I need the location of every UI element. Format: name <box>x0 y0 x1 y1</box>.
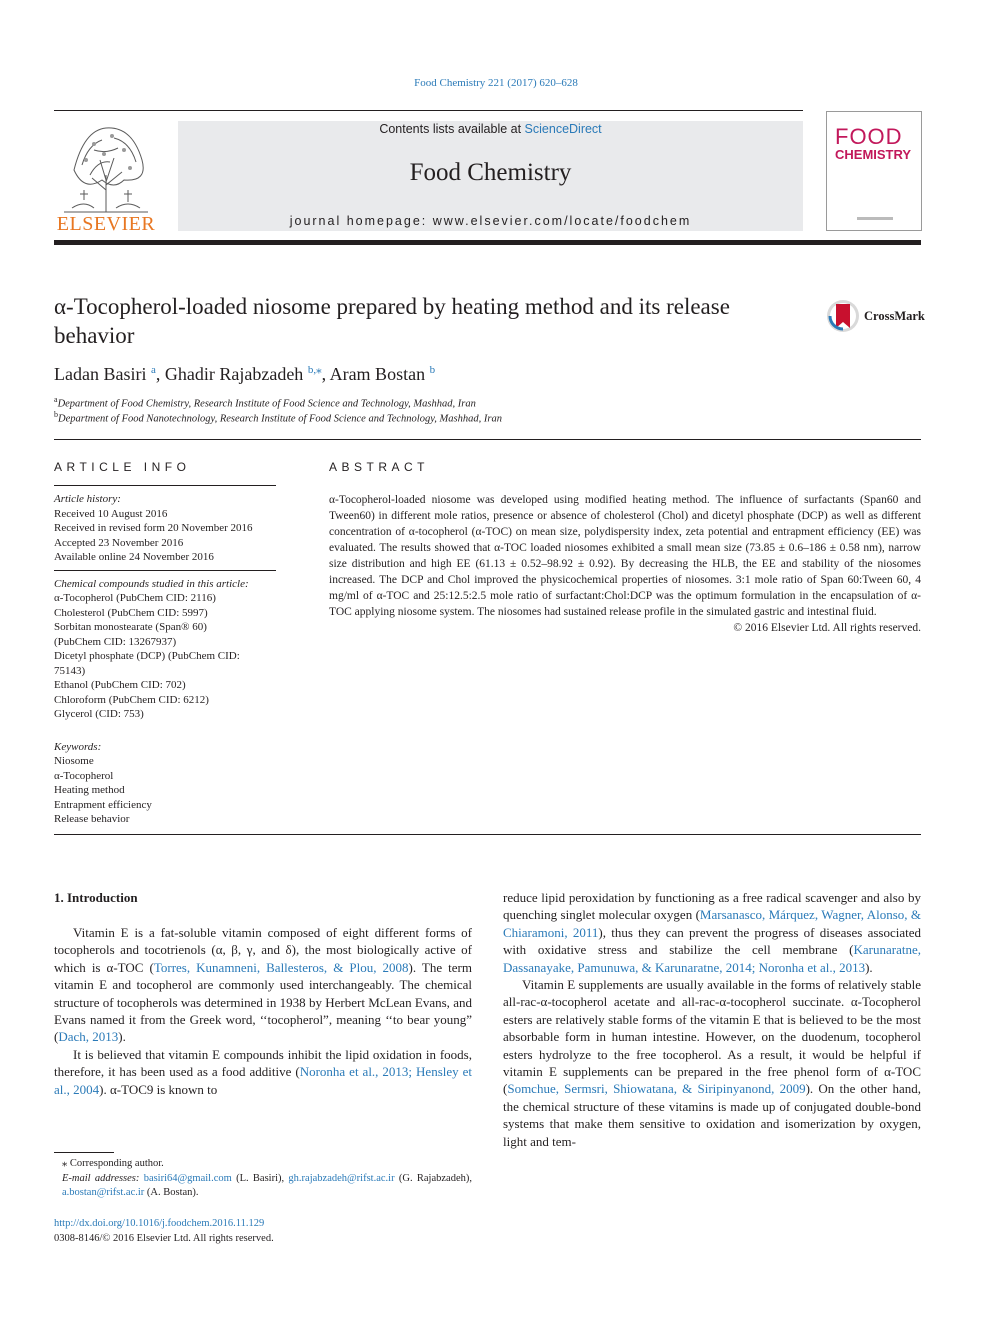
citation-link[interactable]: Marsanasco, Márquez, Wagner, Alonso, & Chiaramoni, 2011 <box>503 907 921 940</box>
keyword-item: Niosome <box>54 755 94 767</box>
history-item: Received 10 August 2016 <box>54 507 168 520</box>
affiliation <box>54 410 502 425</box>
journal-cover-thumbnail[interactable] <box>826 111 922 231</box>
footnotes <box>54 1157 472 1201</box>
keywords-label: Keywords: <box>54 740 102 753</box>
section-heading-introduction: 1. Introduction <box>54 890 138 905</box>
email-owner: (G. Rajabzadeh), <box>394 1172 472 1184</box>
compound-item: Sorbitan monostearate (Span® 60) <box>54 621 207 633</box>
email-link[interactable]: a.bostan@rifst.ac.ir <box>62 1187 145 1198</box>
compound-item: (PubChem CID: 13267937) <box>54 635 177 648</box>
paragraph-text: Vitamin E supplements are usually available in the forms of relatively stable all-rac-α-tocopherol acetate and all-rac-α-tocopherol succinate. α-Tocopherol esters are relatively stable forms of the vitamin E that is believed to be the most absorbable form in human intestine. However, on the duodenum, tocopherol esters hydrolyze to the free tocopherol. As a result, it would be helpful if vitamin E supplements can be prepared in the free phenol form of α-TOC ( <box>503 977 921 1097</box>
citation-link[interactable]: Somchue, Sermsri, Shiowatana, & Siripinyanond, 2009 <box>507 1081 806 1097</box>
abstract-divider <box>54 834 921 835</box>
citation-link[interactable]: Noronha et al., 2013; Hensley et al., 2004 <box>54 1064 473 1097</box>
compound-item: Cholesterol (PubChem CID: 5997) <box>54 606 208 619</box>
article-info-column <box>54 480 276 827</box>
keyword-item: α-Tocopherol <box>54 769 114 782</box>
citation-link[interactable]: Karunaratne, Dassanayake, Pamunuwa, & Karunaratne, 2014; Noronha et al., 2013 <box>503 942 921 975</box>
history-label: Article history: <box>54 493 121 505</box>
cover-title-food: FOOD <box>835 124 903 149</box>
contents-line <box>178 121 803 137</box>
citation-link[interactable]: Dach, 2013 <box>58 1029 119 1045</box>
body-paragraph <box>54 1046 472 1098</box>
crossmark-icon <box>826 298 860 334</box>
history-item: Received in revised form 20 November 2016 <box>54 522 253 534</box>
compounds-label: Chemical compounds studied in this article: <box>54 577 249 590</box>
email-owner: (L. Basiri), <box>231 1172 289 1184</box>
affiliation-mark: b <box>54 410 58 419</box>
body-paragraph <box>503 976 921 1150</box>
crossmark-badge[interactable] <box>826 298 926 334</box>
abstract-copyright: © 2016 Elsevier Ltd. All rights reserved. <box>733 622 921 634</box>
compound-item: Glycerol (CID: 753) <box>54 708 144 720</box>
crossmark-label: CrossMark <box>864 309 925 323</box>
paragraph-text: reduce lipid peroxidation by functioning as a free radical scavenger and also by quenching singlet molecular oxygen ( <box>503 890 921 923</box>
abstract-spacer <box>329 485 921 486</box>
footnote-rule <box>54 1152 114 1153</box>
compound-item: Dicetyl phosphate (DCP) (PubChem CID: <box>54 650 240 662</box>
affiliation-text: Department of Food Nanotechnology, Research Institute of Food Science and Technology, Mashhad, Iran <box>58 413 502 425</box>
abstract-text: α-Tocopherol-loaded niosome was developed using modified heating method. The influence of surfactants (Span60 and Tween60) in different mole ratios, presence or absence of cholesterol (Chol) and dicetyl phosphate (DCP) as well as different concentration of α-tocopherol (α-TOC) on mean size, polydispersity index, zeta potential and entrapment efficiency (EE) was evaluated. The results showed that α-TOC loaded niosomes exhibited a small mean size (73.85 ± 0.6–186 ± 0.58 nm), narrow size distribution and high EE (61.13 ± 0.52–98.92 ± 0.92). By decreasing the HLB, the EE and stability of the niosomes increased. The DCP and Chol improved the physicochemical properties of niosomes. 3:1 mole ratio of Span 60:Tween 60, 4 mg/ml of α-TOC and 25:12.5:2.5 mole ratio of surfactant:Chol:DCP was the optimum formulation in the encapsulation of α-TOC applying niosome system. The niosomes had sustained release profile in the simulated gastric and intestinal fluid. <box>329 494 921 618</box>
author-list <box>54 363 435 385</box>
affiliation-mark: a <box>54 395 58 404</box>
issn-line: 0308-8146/© 2016 Elsevier Ltd. All rights reserved. <box>54 1232 274 1244</box>
sciencedirect-link[interactable]: ScienceDirect <box>524 122 602 136</box>
keyword-item: Heating method <box>54 784 125 796</box>
author-affil-mark[interactable]: b <box>429 364 436 376</box>
elsevier-tree-icon <box>54 120 158 215</box>
compound-item: Chloroform (PubChem CID: 6212) <box>54 693 209 706</box>
paragraph-text: ). α-TOC9 is known to <box>99 1081 218 1097</box>
compounds-list <box>54 591 276 722</box>
header-rule <box>54 110 803 111</box>
email-owner: (A. Bostan). <box>144 1187 199 1198</box>
journal-header-band <box>178 121 803 231</box>
email-label: E-mail addresses: <box>62 1172 140 1184</box>
body-column-left <box>54 924 472 1098</box>
cover-footer-mark <box>857 217 893 220</box>
history-item: Available online 24 November 2016 <box>54 551 214 563</box>
history-list <box>54 507 276 565</box>
body-column-right <box>503 889 921 1150</box>
doi-link[interactable]: http://dx.doi.org/10.1016/j.foodchem.2016.11.129 <box>54 1218 265 1229</box>
paragraph-text: ), thus they can prevent the progress of diseases associated with oxidative stress and stabilize the cell membrane ( <box>503 924 921 958</box>
header-thick-rule <box>54 240 921 245</box>
article-title: α-Tocopherol-loaded niosome prepared by heating method and its release behavior <box>54 294 730 348</box>
compound-item: 75143) <box>54 664 86 677</box>
paragraph-text: It is believed that vitamin E compounds inhibit the lipid oxidation in foods, therefore, it has been used as a food additive ( <box>54 1046 472 1080</box>
paragraph-text: ). The term vitamin E and tocopherol are commonly used interchangeably. The chemical structure of tocopherols was determined in 1938 by Herbert McLean Evans, and Evans named it from the Greek word, ‘‘tocopherol”, meaning ‘‘to bear young” ( <box>54 959 472 1045</box>
email-note <box>54 1172 472 1201</box>
compound-item: α-Tocopherol (PubChem CID: 2116) <box>54 592 216 604</box>
abstract-column <box>329 480 921 636</box>
email-link[interactable]: gh.rajabzadeh@rifst.ac.ir <box>288 1172 395 1184</box>
email-link[interactable]: basiri64@gmail.com <box>143 1172 232 1184</box>
keyword-item: Release behavior <box>54 813 130 825</box>
history-item: Accepted 23 November 2016 <box>54 536 184 549</box>
info-divider <box>54 570 276 571</box>
contents-prefix: Contents lists available at <box>379 122 525 136</box>
author-separator: , <box>321 364 330 384</box>
body-paragraph <box>503 889 921 976</box>
compound-item: Ethanol (PubChem CID: 702) <box>54 679 186 691</box>
paragraph-text: ). <box>865 959 873 975</box>
info-divider <box>54 485 276 486</box>
abstract-heading: ABSTRACT <box>329 460 430 474</box>
paragraph-text: ). On the other hand, the chemical structure of these vitamins is made up of conjugated double-bond systems that make them sensitive to oxidation and isomerization by oxygen, light and tem- <box>503 1081 921 1149</box>
cover-title-chemistry: CHEMISTRY <box>835 147 912 162</box>
journal-homepage[interactable]: journal homepage: www.elsevier.com/locate/foodchem <box>289 214 692 228</box>
paragraph-text: ). <box>118 1029 126 1045</box>
keyword-item: Entrapment efficiency <box>54 798 152 811</box>
elsevier-logo[interactable] <box>54 120 158 236</box>
citation-link[interactable]: Torres, Kunamneni, Ballesteros, & Plou, 2008 <box>153 959 409 975</box>
keywords-list <box>54 754 276 827</box>
paragraph-text: Vitamin E is a fat-soluble vitamin composed of eight different forms of tocopherols and tocotrienols (α, β, γ, and δ), the most biologically active of which is α-TOC ( <box>54 925 472 975</box>
affiliation-text: Department of Food Chemistry, Research Institute of Food Science and Technology, Mashhad, Iran <box>57 398 476 410</box>
elsevier-wordmark: ELSEVIER <box>56 213 156 235</box>
author-affil-mark[interactable]: b,⁎ <box>307 364 322 376</box>
author-name[interactable]: Ladan Basiri <box>54 364 147 384</box>
title-divider <box>54 439 921 440</box>
doi-block <box>54 1217 274 1246</box>
journal-citation[interactable] <box>0 77 992 89</box>
author-name[interactable]: Ghadir Rajabzadeh <box>164 364 304 384</box>
corresponding-note: ⁎ Corresponding author. <box>62 1158 164 1169</box>
body-paragraph <box>54 924 472 1046</box>
author-separator: , <box>155 364 165 384</box>
author-name[interactable]: Aram Bostan <box>329 364 426 384</box>
citation-link[interactable]: Food Chemistry 221 (2017) 620–628 <box>414 77 578 89</box>
author-affil-mark[interactable]: a <box>150 364 156 376</box>
journal-name: Food Chemistry <box>409 159 572 186</box>
affiliation <box>54 395 476 410</box>
article-info-heading: ARTICLE INFO <box>54 460 191 474</box>
